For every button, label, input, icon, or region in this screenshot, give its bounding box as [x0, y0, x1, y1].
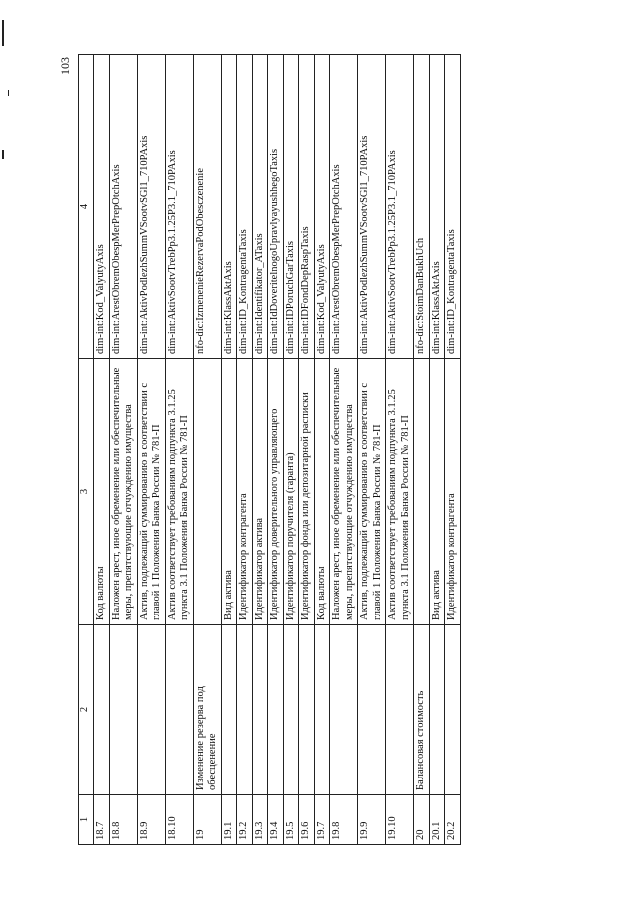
row-code-cell: dim-int:AktivPodlezhSummVSootvSGl1_710PAxis	[137, 55, 165, 359]
row-code-cell: dim-int:ArestObremObespMerPrepOtchAxis	[330, 55, 358, 359]
table-body	[94, 55, 461, 845]
column-header: 2	[79, 625, 94, 795]
row-name-cell	[109, 625, 137, 795]
row-code-cell: dim-int:KlassAktAxis	[429, 55, 445, 359]
scan-mark	[2, 150, 4, 159]
table-row	[137, 55, 165, 845]
row-code-cell: dim-int:ID_KontragentaTaxis	[237, 55, 253, 359]
row-number-cell: 18.8	[109, 795, 137, 845]
scan-mark	[8, 90, 9, 96]
row-description-cell: Вид актива	[221, 359, 237, 625]
row-description-cell: Код валюты	[314, 359, 330, 625]
row-number-cell: 19.4	[268, 795, 284, 845]
table-row	[358, 55, 386, 845]
row-description-cell: Наложен арест, иное обременение или обеспечительные меры, препятствующие отчуждению имущества	[330, 359, 358, 625]
row-name-cell	[299, 625, 315, 795]
table-row	[330, 55, 358, 845]
row-number-cell: 20.1	[429, 795, 445, 845]
row-name-cell	[386, 625, 414, 795]
row-code-cell: dim-int:IdDoveritelnogoUpravlyayushhegoTaxis	[268, 55, 284, 359]
row-number-cell: 19.8	[330, 795, 358, 845]
row-number-cell: 18.9	[137, 795, 165, 845]
table-row	[221, 55, 237, 845]
row-name-cell	[283, 625, 299, 795]
row-name-cell	[445, 625, 461, 795]
row-description-cell: Идентификатор доверительного управляющего	[268, 359, 284, 625]
table-row	[283, 55, 299, 845]
row-code-cell: nfo-dic:IzmenenieRezervaPodObesczenenie	[193, 55, 221, 359]
row-number-cell: 20	[414, 795, 430, 845]
row-description-cell	[193, 359, 221, 625]
row-code-cell: dim-int:Identifikator_ATaxis	[252, 55, 268, 359]
table-row	[193, 55, 221, 845]
row-number-cell: 19.1	[221, 795, 237, 845]
row-code-cell: dim-int:AktivPodlezhSummVSootvSGl1_710PAxis	[358, 55, 386, 359]
table-header-row	[79, 55, 94, 845]
row-number-cell: 19.6	[299, 795, 315, 845]
row-code-cell: dim-int:ID_KontragentaTaxis	[445, 55, 461, 359]
page-number: 103	[58, 57, 72, 75]
row-name-cell	[221, 625, 237, 795]
table-row	[252, 55, 268, 845]
table-row	[165, 55, 193, 845]
row-description-cell: Вид актива	[429, 359, 445, 625]
scan-mark	[2, 20, 4, 46]
table-row	[94, 55, 110, 845]
row-number-cell: 18.7	[94, 795, 110, 845]
row-code-cell: dim-int:Kod_ValyutyAxis	[94, 55, 110, 359]
row-description-cell: Идентификатор контрагента	[445, 359, 461, 625]
row-name-cell	[429, 625, 445, 795]
row-description-cell: Идентификатор поручителя (гаранта)	[283, 359, 299, 625]
table-row	[414, 55, 430, 845]
row-name-cell	[137, 625, 165, 795]
row-name-cell	[314, 625, 330, 795]
column-header: 3	[79, 359, 94, 625]
row-description-cell: Актив, подлежащий суммированию в соответствии с главой 1 Положения Банка России № 781-П	[137, 359, 165, 625]
row-description-cell: Наложен арест, иное обременение или обеспечительные меры, препятствующие отчуждению имущества	[109, 359, 137, 625]
row-name-cell	[330, 625, 358, 795]
data-table	[78, 54, 461, 845]
row-code-cell: dim-int:AktivSootvTrebPp3.1.25P3.1_710PAxis	[386, 55, 414, 359]
row-name-cell	[268, 625, 284, 795]
row-number-cell: 19.2	[237, 795, 253, 845]
row-number-cell: 20.2	[445, 795, 461, 845]
row-description-cell: Идентификатор фонда или депозитарной расписки	[299, 359, 315, 625]
row-code-cell: nfo-dic:StoimDanBukhUch	[414, 55, 430, 359]
row-description-cell: Идентификатор контрагента	[237, 359, 253, 625]
row-code-cell: dim-int:Kod_ValyutyAxis	[314, 55, 330, 359]
row-code-cell: dim-int:KlassAktAxis	[221, 55, 237, 359]
table-row	[299, 55, 315, 845]
column-header: 1	[79, 795, 94, 845]
row-description-cell: Код валюты	[94, 359, 110, 625]
row-description-cell: Актив соответствует требованиям подпункта 3.1.25 пункта 3.1 Положения Банка России № 781-П	[386, 359, 414, 625]
row-code-cell: dim-int:AktivSootvTrebPp3.1.25P3.1_710PAxis	[165, 55, 193, 359]
row-name-cell	[252, 625, 268, 795]
table-row	[386, 55, 414, 845]
row-number-cell: 18.10	[165, 795, 193, 845]
row-description-cell: Актив соответствует требованиям подпункта 3.1.25 пункта 3.1 Положения Банка России № 781-П	[165, 359, 193, 625]
row-number-cell: 19.9	[358, 795, 386, 845]
column-header: 4	[79, 55, 94, 359]
row-number-cell: 19	[193, 795, 221, 845]
row-code-cell: dim-int:IDPoruchGarTaxis	[283, 55, 299, 359]
row-name-cell	[94, 625, 110, 795]
row-code-cell: dim-int:ArestObremObespMerPrepOtchAxis	[109, 55, 137, 359]
row-name-cell	[358, 625, 386, 795]
row-name-cell: Балансовая стоимость	[414, 625, 430, 795]
table-row	[237, 55, 253, 845]
rotated-page	[50, 55, 615, 845]
table-row	[268, 55, 284, 845]
row-number-cell: 19.10	[386, 795, 414, 845]
table-row	[429, 55, 445, 845]
table-row	[109, 55, 137, 845]
row-description-cell: Идентификатор актива	[252, 359, 268, 625]
table-row	[314, 55, 330, 845]
row-name-cell	[237, 625, 253, 795]
row-number-cell: 19.7	[314, 795, 330, 845]
row-name-cell: Изменение резерва под обесценение	[193, 625, 221, 795]
row-number-cell: 19.3	[252, 795, 268, 845]
row-description-cell	[414, 359, 430, 625]
row-number-cell: 19.5	[283, 795, 299, 845]
row-name-cell	[165, 625, 193, 795]
row-description-cell: Актив, подлежащий суммированию в соответствии с главой 1 Положения Банка России № 781-П	[358, 359, 386, 625]
row-code-cell: dim-int:IDFondDepRaspTaxis	[299, 55, 315, 359]
table-row	[445, 55, 461, 845]
